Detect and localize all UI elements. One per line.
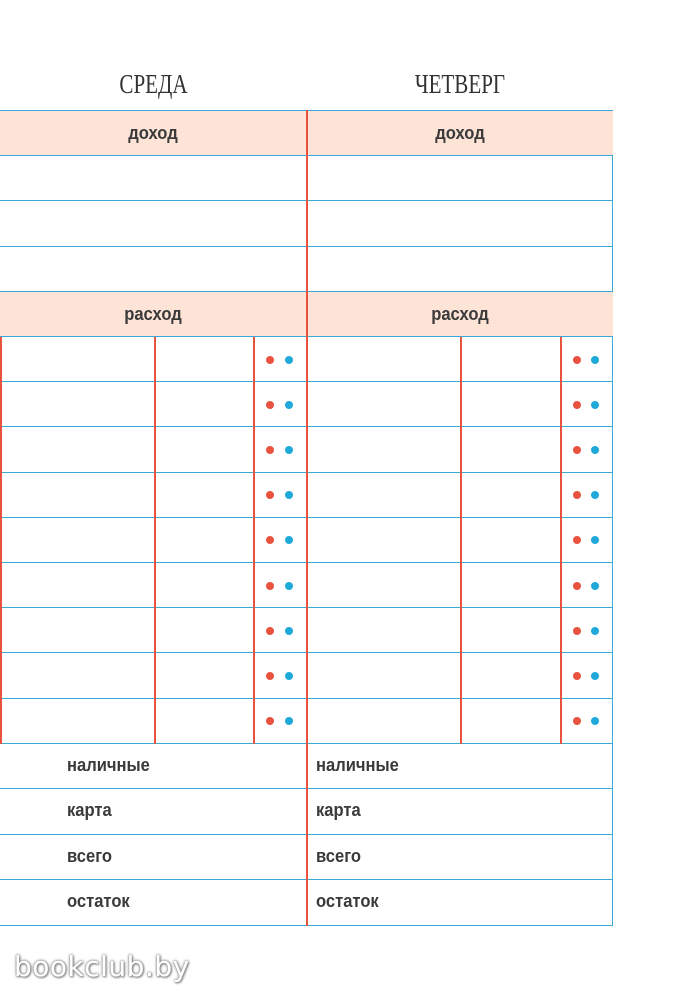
cash-marker-dot[interactable] [573,356,581,364]
card-marker-dot[interactable] [285,446,293,454]
cash-marker-dot[interactable] [573,582,581,590]
column-line [460,382,462,427]
cash-marker-dot[interactable] [266,536,274,544]
cash-marker-dot[interactable] [573,672,581,680]
column-line [253,337,255,382]
card-marker-dot[interactable] [285,491,293,499]
card-marker-dot[interactable] [285,627,293,635]
card-marker-dot[interactable] [591,582,599,590]
column-line [154,473,156,518]
summary-label-left: карта [67,800,112,821]
column-line [560,653,562,698]
column-line [460,563,462,608]
cash-marker-dot[interactable] [573,491,581,499]
card-marker-dot[interactable] [285,536,293,544]
card-marker-dot[interactable] [591,536,599,544]
column-line [460,518,462,563]
left-margin-line [0,518,2,563]
column-line [460,699,462,744]
cash-marker-dot[interactable] [573,536,581,544]
summary-label-right: наличные [316,754,399,775]
column-line [154,518,156,563]
column-line [460,608,462,653]
cash-marker-dot[interactable] [266,582,274,590]
card-marker-dot[interactable] [285,356,293,364]
expense-label-right: расход [431,304,489,324]
column-line [560,608,562,653]
column-line [560,563,562,608]
column-line [154,427,156,472]
card-marker-dot[interactable] [591,401,599,409]
summary-label-right: карта [316,800,361,821]
left-margin-line [0,473,2,518]
cash-marker-dot[interactable] [573,401,581,409]
column-line [460,653,462,698]
cash-marker-dot[interactable] [266,672,274,680]
card-marker-dot[interactable] [591,627,599,635]
card-marker-dot[interactable] [285,582,293,590]
column-line [154,337,156,382]
left-margin-line [0,653,2,698]
cash-marker-dot[interactable] [573,627,581,635]
column-line [253,473,255,518]
column-line [560,337,562,382]
card-marker-dot[interactable] [591,356,599,364]
cash-marker-dot[interactable] [266,401,274,409]
column-line [253,653,255,698]
card-marker-dot[interactable] [591,491,599,499]
column-line [253,427,255,472]
summary-label-left: всего [67,845,112,866]
left-margin-line [0,699,2,744]
column-line [460,337,462,382]
expense-label-left: расход [124,304,182,324]
cash-marker-dot[interactable] [266,491,274,499]
left-margin-line [0,337,2,382]
column-line [154,653,156,698]
column-line [253,699,255,744]
day-title-wednesday: СРЕДА [119,69,188,99]
summary-label-left: наличные [67,754,150,775]
left-margin-line [0,563,2,608]
column-line [460,427,462,472]
column-line [154,608,156,653]
cash-marker-dot[interactable] [266,717,274,725]
card-marker-dot[interactable] [285,717,293,725]
column-line [560,518,562,563]
column-line [560,473,562,518]
card-marker-dot[interactable] [591,717,599,725]
summary-label-right: всего [316,845,361,866]
cash-marker-dot[interactable] [573,717,581,725]
left-margin-line [0,608,2,653]
cash-marker-dot[interactable] [266,627,274,635]
summary-label-left: остаток [67,891,130,912]
column-line [154,563,156,608]
cash-marker-dot[interactable] [266,356,274,364]
card-marker-dot[interactable] [591,672,599,680]
column-line [253,518,255,563]
card-marker-dot[interactable] [285,401,293,409]
left-margin-line [0,427,2,472]
day-title-thursday: ЧЕТВЕРГ [414,69,506,99]
cash-marker-dot[interactable] [573,446,581,454]
column-line [460,473,462,518]
column-line [560,382,562,427]
column-line [253,608,255,653]
column-line [560,427,562,472]
column-line [253,563,255,608]
income-label-right: доход [435,123,485,143]
income-label-left: доход [128,123,178,143]
card-marker-dot[interactable] [285,672,293,680]
cash-marker-dot[interactable] [266,446,274,454]
column-line [154,699,156,744]
watermark-logo: bookclub.by [14,950,190,983]
column-line [253,382,255,427]
column-line [154,382,156,427]
column-line [560,699,562,744]
left-margin-line [0,382,2,427]
summary-label-right: остаток [316,891,379,912]
card-marker-dot[interactable] [591,446,599,454]
column-divider [306,110,308,926]
